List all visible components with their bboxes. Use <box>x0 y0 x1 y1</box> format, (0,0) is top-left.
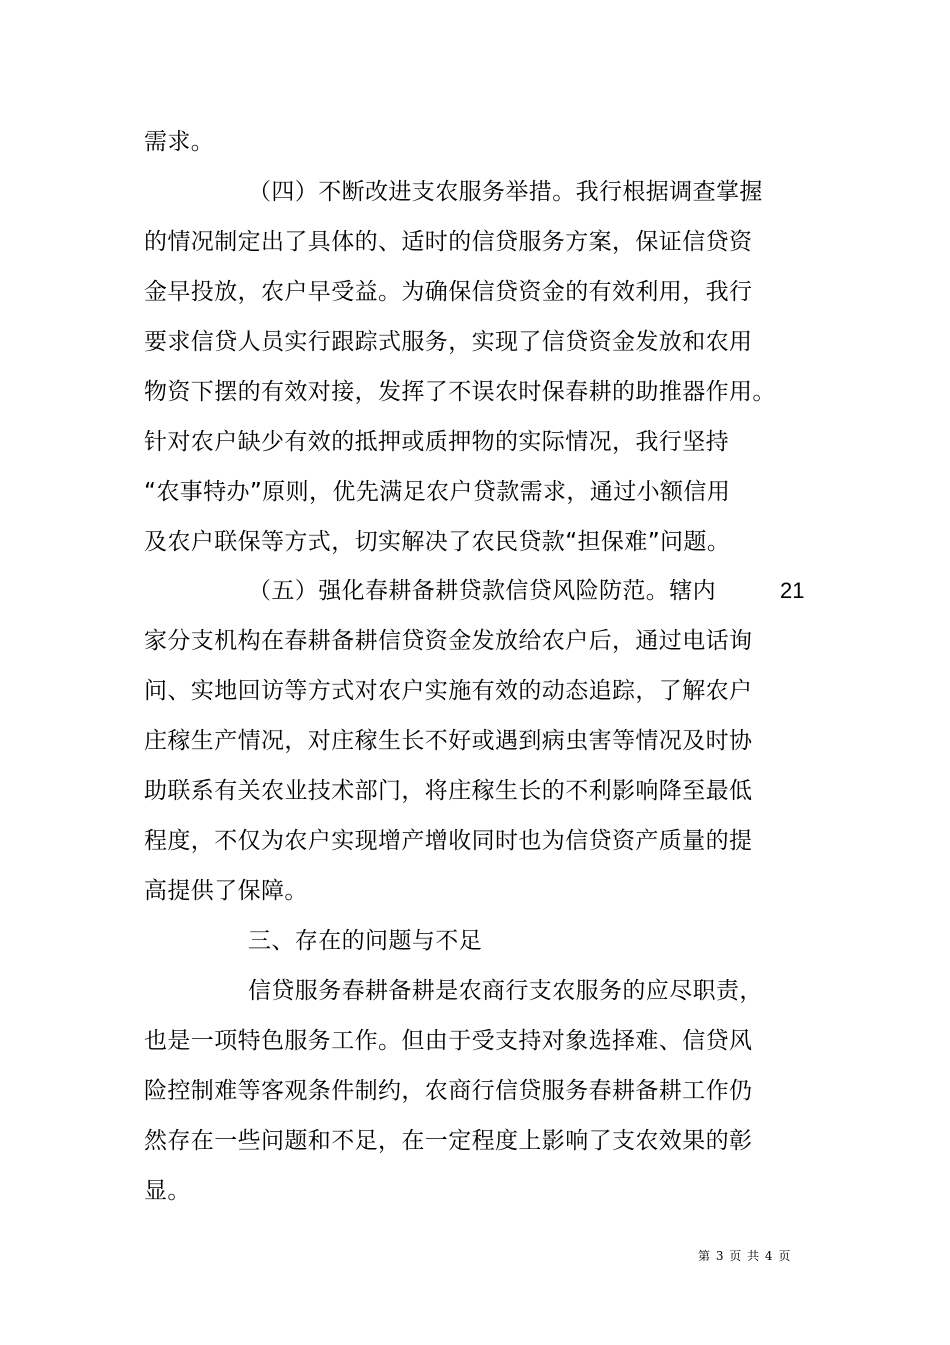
text-line: 助联系有关农业技术部门，将庄稼生长的不利影响降至最低 <box>144 778 753 804</box>
text-line: 险控制难等客观条件制约，农商行信贷服务春耕备耕工作仍 <box>144 1078 753 1104</box>
text-line: 显。 <box>144 1178 191 1204</box>
text-line: 物资下摆的有效对接，发挥了不误农时保春耕的助推器作用。 <box>144 379 776 405</box>
text-line: 也是一项特色服务工作。但由于受支持对象选择难、信贷风 <box>144 1028 753 1054</box>
margin-number: 21 <box>780 578 805 603</box>
text-line: 高提供了保障。 <box>144 878 308 904</box>
page-footer: 第 3 页 共 4 页 <box>698 1249 792 1263</box>
text-line-paragraph-start: （五）强化春耕备耕贷款信贷风险防范。辖内 <box>248 578 716 604</box>
text-line: 金早投放，农户早受益。为确保信贷资金的有效利用，我行 <box>144 279 753 305</box>
text-line: 庄稼生产情况，对庄稼生长不好或遇到病虫害等情况及时协 <box>144 728 753 754</box>
text-line: “农事特办”原则，优先满足农户贷款需求，通过小额信用 <box>144 479 731 505</box>
text-line: 程度，不仅为农户实现增产增收同时也为信贷资产质量的提 <box>144 828 753 854</box>
text-line: 及农户联保等方式，切实解决了农民贷款“担保难”问题。 <box>144 529 731 555</box>
text-line: 家分支机构在春耕备耕信贷资金发放给农户后，通过电话询 <box>144 628 753 654</box>
section-heading: 三、存在的问题与不足 <box>248 928 482 954</box>
text-line: 然存在一些问题和不足，在一定程度上影响了支农效果的彰 <box>144 1128 753 1154</box>
text-line: 要求信贷人员实行跟踪式服务，实现了信贷资金发放和农用 <box>144 329 753 355</box>
text-line: 需求。 <box>144 129 215 155</box>
text-line: 问、实地回访等方式对农户实施有效的动态追踪，了解农户 <box>144 678 753 704</box>
text-line-paragraph-start: 信贷服务春耕备耕是农商行支农服务的应尽职责， <box>248 978 763 1004</box>
text-line-paragraph-start: （四）不断改进支农服务举措。我行根据调查掌握 <box>248 179 763 205</box>
text-line: 的情况制定出了具体的、适时的信贷服务方案，保证信贷资 <box>144 229 753 255</box>
text-line: 针对农户缺少有效的抵押或质押物的实际情况，我行坚持 <box>144 429 729 455</box>
